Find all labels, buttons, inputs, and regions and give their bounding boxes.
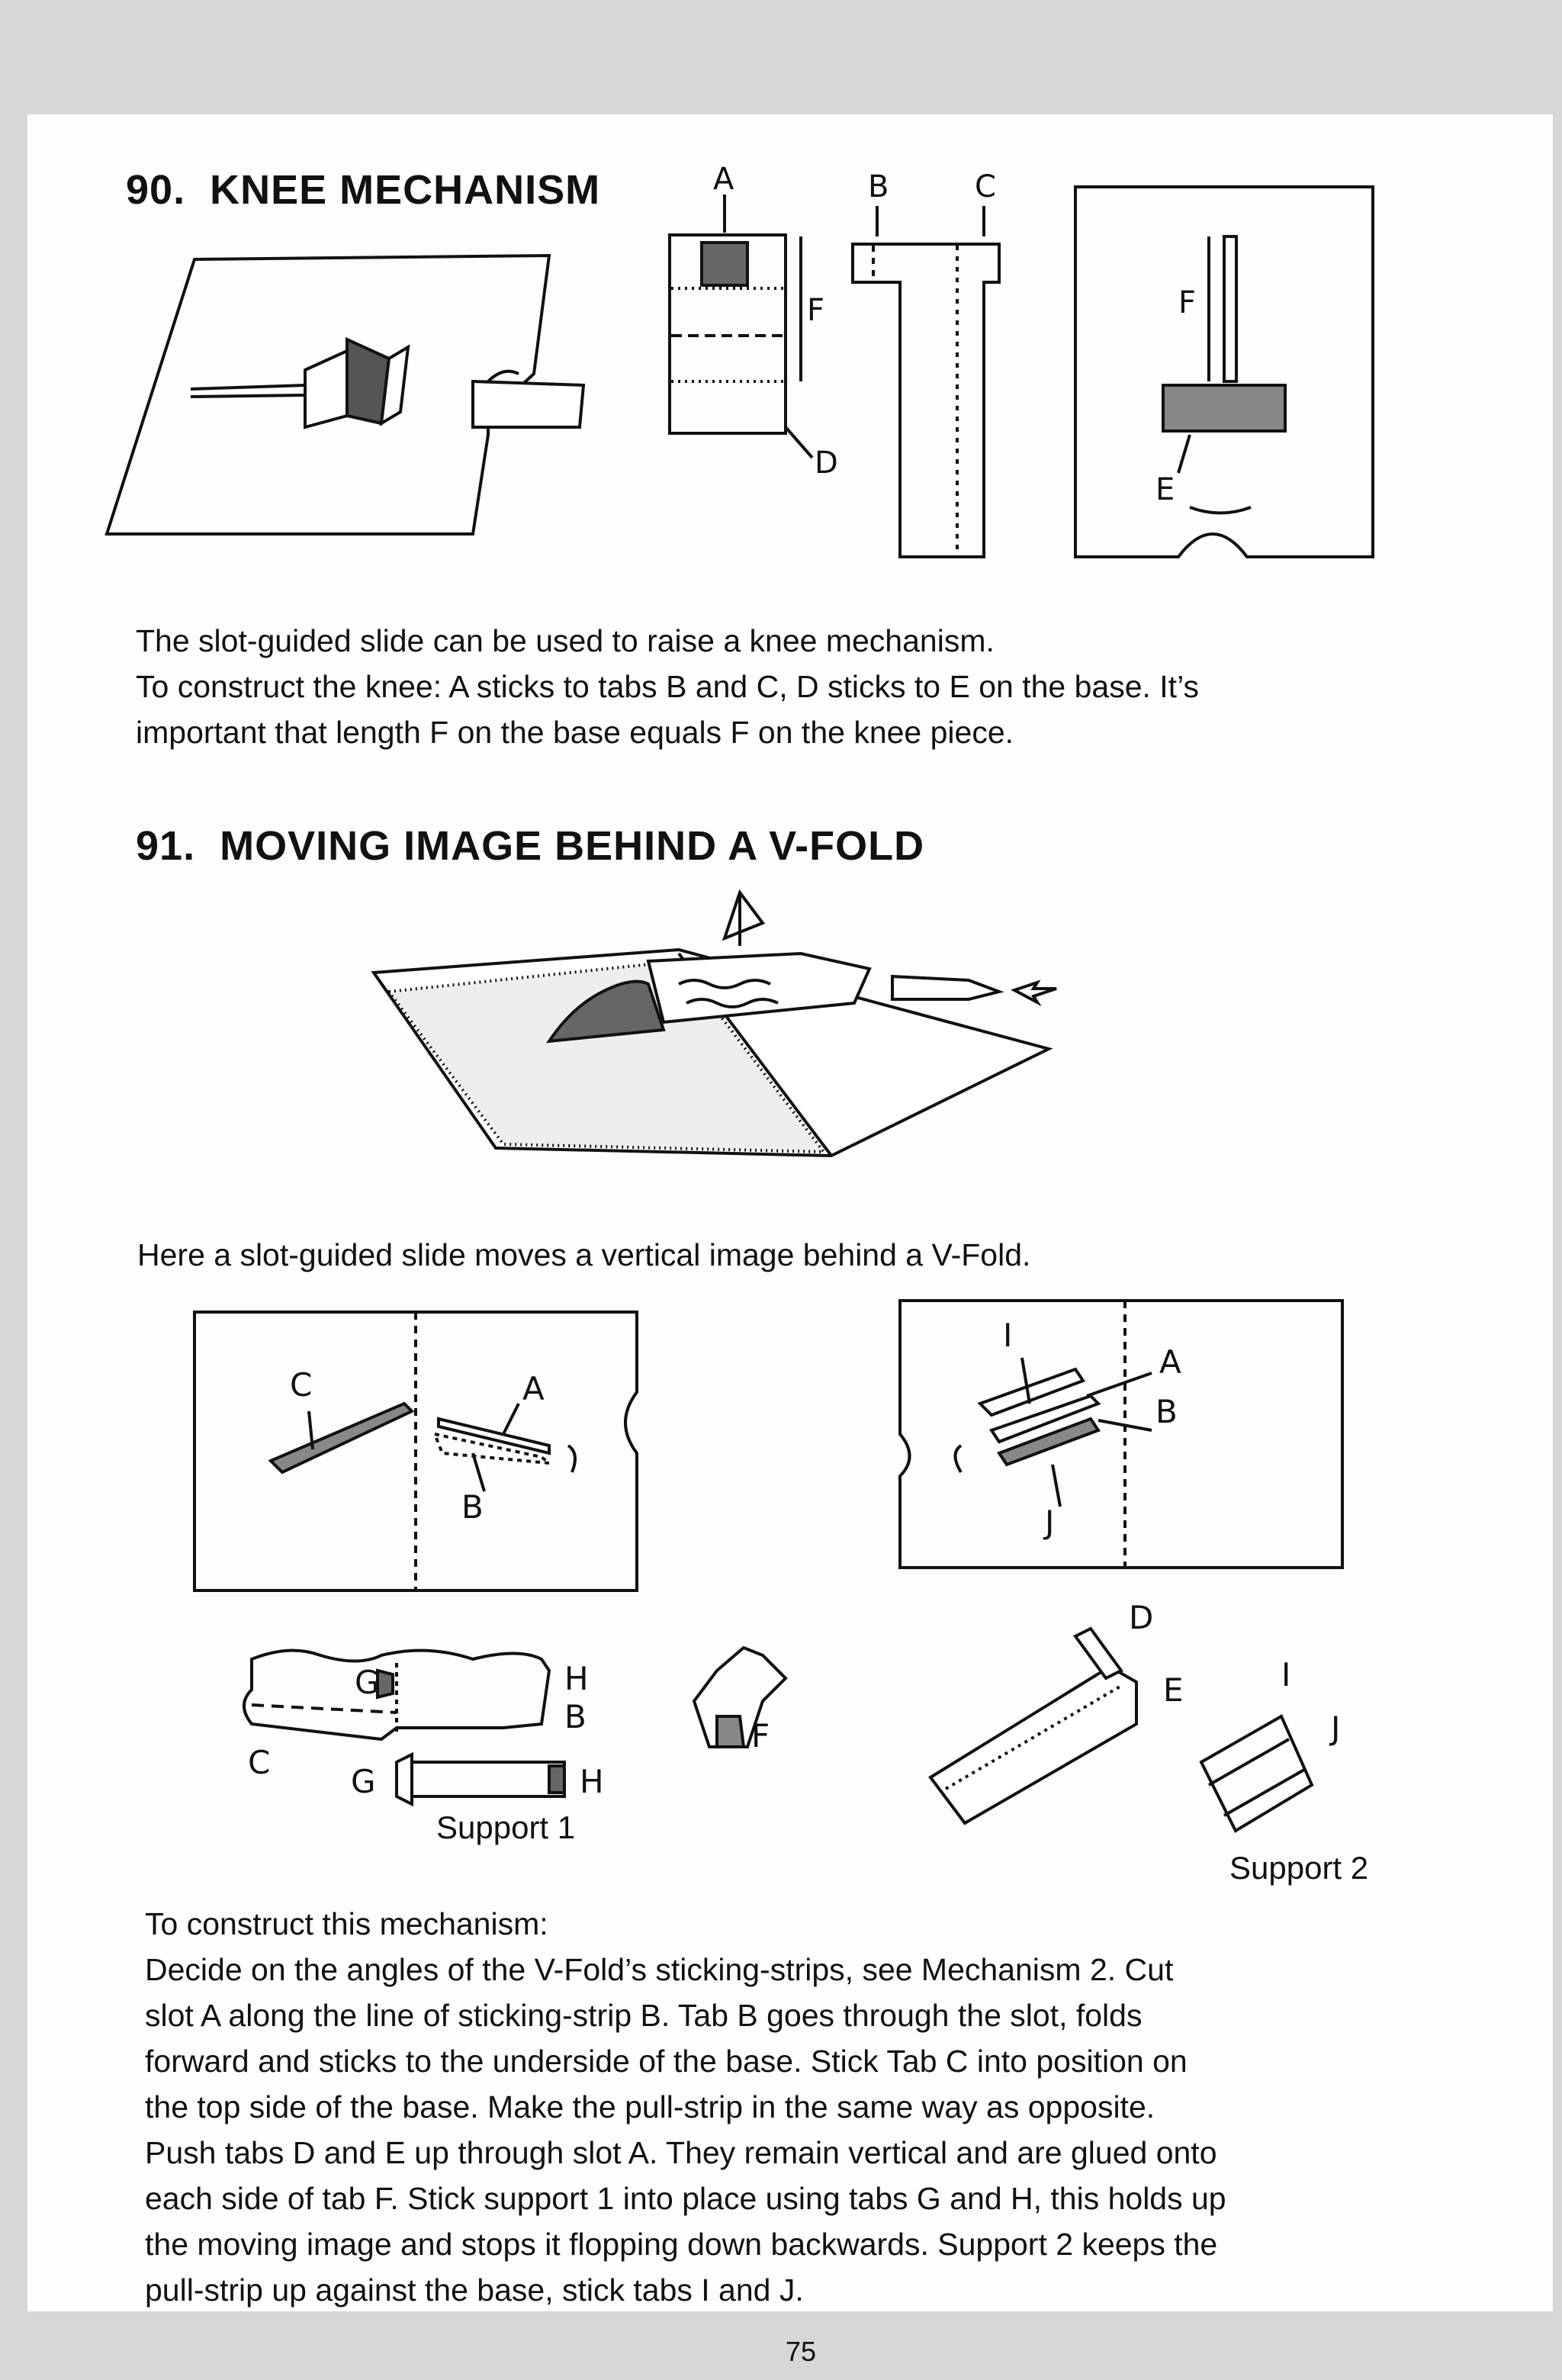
- label-f: F: [751, 1717, 770, 1754]
- label-a-left: A: [522, 1370, 545, 1407]
- label-g-top: G: [355, 1664, 380, 1701]
- v-fold-illustration: [358, 877, 1091, 1167]
- section-91-heading: 91. MOVING IMAGE BEHIND A V-FOLD: [136, 823, 925, 869]
- label-c-left: C: [290, 1366, 313, 1404]
- tab-a-area: [702, 243, 747, 285]
- label-d: D: [1129, 1599, 1154, 1636]
- v-fold-construction-diagrams: [183, 1289, 1373, 1884]
- section-90-text: The slot-guided slide can be used to raise a knee mechanism. To construct the knee: A sticks to tabs B and C, D sticks to E on the base. It’s important that length F on the base equals F on the knee piece.: [136, 623, 1199, 750]
- label-e: E: [1163, 1671, 1184, 1709]
- label-c: C: [975, 169, 996, 204]
- label-f-piece: F: [807, 293, 825, 328]
- knee-mechanism-diagrams: [92, 153, 1388, 580]
- section-90-heading: 90. KNEE MECHANISM: [126, 167, 601, 213]
- label-c-support: C: [248, 1744, 271, 1781]
- label-b-left: B: [461, 1488, 484, 1526]
- label-j-right: J: [1045, 1504, 1055, 1541]
- label-a-right: A: [1159, 1343, 1181, 1381]
- label-b-right: B: [1155, 1393, 1178, 1430]
- label-h-bottom: H: [580, 1763, 604, 1800]
- section-91-intro: Here a slot-guided slide moves a vertical image behind a V-Fold.: [137, 1237, 1031, 1272]
- label-a: A: [713, 162, 734, 197]
- label-b: B: [868, 169, 889, 204]
- page-number: 75: [785, 2336, 817, 2367]
- label-g-bottom: G: [351, 1763, 376, 1800]
- label-d: D: [815, 445, 838, 481]
- support-2-caption: Support 2: [1229, 1850, 1369, 1886]
- label-h-top: H: [564, 1660, 589, 1697]
- section-91-construction-text: To construct this mechanism: Decide on the angles of the V-Fold’s sticking-strips, see Mechanism 2. Cut slot A along the line of sticking-strip B. Tab B goes through the slot, folds forward and sticks to the underside of the base. Stick Tab C into position on the top side of the base. Make the pull-strip in the same way as opposite. Push tabs D and E up through slot A. They remain vertical and are glued onto each side of tab F. Stick support 1 into place using tabs G and H, this holds up the moving image and stops it flopping down backwards. Support 2 keeps the pull-strip up against the base, stick tabs I and J.: [145, 1906, 1226, 2308]
- label-e: E: [1155, 472, 1175, 507]
- support-1-caption: Support 1: [436, 1809, 576, 1845]
- label-j-support: J: [1331, 1709, 1341, 1747]
- label-i-right: I: [1003, 1317, 1013, 1354]
- label-b-support: B: [564, 1698, 587, 1735]
- label-i-support: I: [1281, 1656, 1291, 1693]
- label-f-base: F: [1178, 285, 1197, 320]
